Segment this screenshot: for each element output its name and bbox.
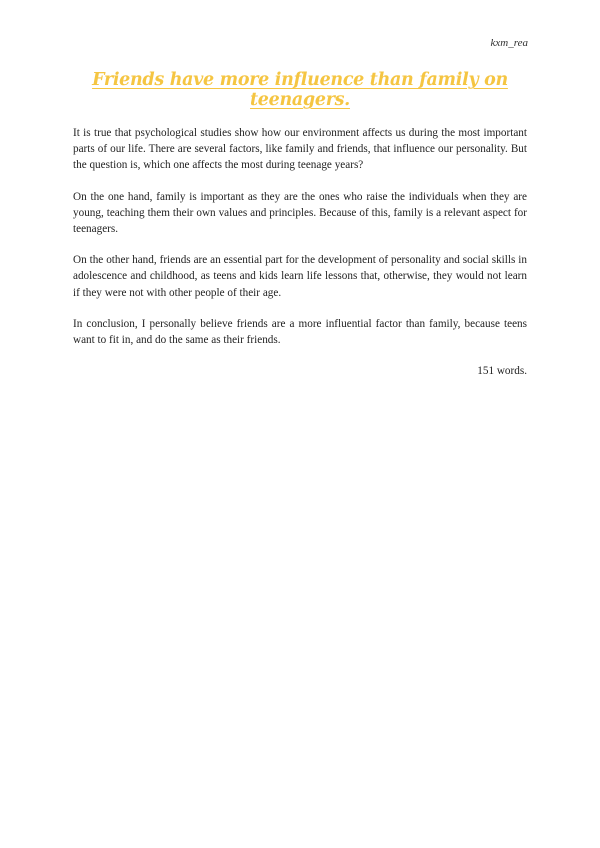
document-body [73,125,527,379]
document-title: Friends have more influence than family on teenagers. [92,70,508,110]
paragraph-family: On the one hand, family is important as they are the ones who raise the individuals when they are young, teaching them their own values and principles. Because of this, family is a relevant aspect for teenagers. [73,190,527,236]
paragraph-conclusion: In conclusion, I personally believe friends are a more influential factor than family, because teens want to fit in, and do the same as their friends. [73,317,527,347]
author-name: kxm_rea [490,37,528,49]
paragraph-introduction: It is true that psychological studies show how our environment affects us during the most important parts of our life. There are several factors, like family and friends, that influence our personality. But the question is, which one affects the most during teenage years? [73,127,527,172]
word-count: 151 words. [477,365,527,378]
paragraph-friends: On the other hand, friends are an essential part for the development of personality and social skills in adolescence and childhood, as teens and kids learn life lessons that, otherwise, they would not learn if they were not with other people of their age. [73,254,527,299]
